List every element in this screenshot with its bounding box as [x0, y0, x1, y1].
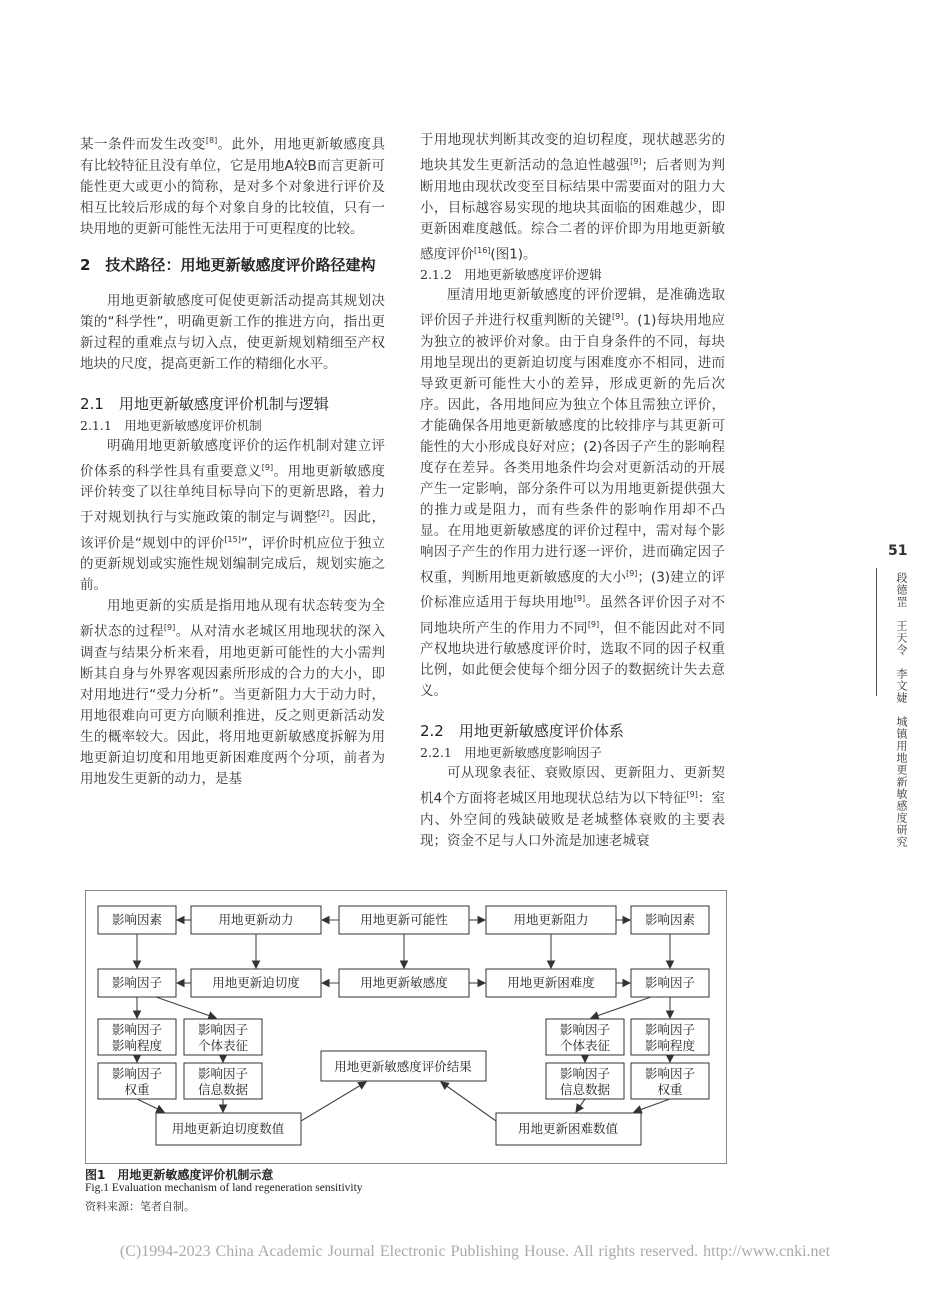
svg-text:个体表征: 个体表征 — [559, 1038, 611, 1053]
svg-text:影响因子: 影响因子 — [197, 1022, 249, 1037]
label-drive: 用地更新动力 — [218, 912, 294, 927]
svg-text:影响因子: 影响因子 — [644, 1066, 696, 1081]
section-heading-2-2: 2.2 用地更新敏感度评价体系 — [420, 722, 624, 740]
label-factor-right: 影响因素 — [644, 912, 696, 927]
svg-text:影响程度: 影响程度 — [111, 1038, 163, 1053]
section-heading-2-1-1: 2.1.1 用地更新敏感度评价机制 — [80, 417, 262, 433]
label-factor-item-left: 影响因子 — [111, 975, 163, 990]
flow-diagram — [86, 891, 726, 1163]
paragraph: 厘清用地更新敏感度的评价逻辑，是准确选取评价因子并进行权重判断的关键[9]。(1)每块用地应为独立的被评价对象。由于自身条件的不同，每块用地呈现出的更新迫切度与困难度亦不相同，进而导致更新可能性大小的差异，形成更新的先后次序。因此，各用地间应为独立个体且需独立评价，才能确保各用地更新敏感度的比较排序与其更新可能性的大小形成良好对应；(2)各因子产生的影响程度存在差异。各类用地条件均会对更新活动的开展产生一定影响，部分条件可以为用地更新提供强大的推力或是阻力，而有些条件的影响作用却不凸显。在用地更新敏感度的评价过程中，需对每个影响因子产生的作用力进行逐一评价，进而确定因子权重，判断用地更新敏感度的大小[9]；(3)建立的评价标准应适用于每块用地[9]。虽然各评价因子对不同地块所产生的作用力不同[9]，但不能因此对不同产权地块进行敏感度评价时，选取不同的因子权重比例，如此便会使每个细分因子的数据统计失去意义。 — [420, 287, 726, 699]
paragraph: 可从现象表征、衰败原因、更新阻力、更新契机4个方面将老城区用地现状总结为以下特征[9]：室内、外空间的残缺破败是老城整体衰败的主要表现；资金不足与人口外流是加速老城衰 — [420, 765, 726, 849]
svg-text:影响因子: 影响因子 — [111, 1022, 163, 1037]
section-heading-2: 2 技术路径：用地更新敏感度评价路径建构 — [80, 255, 376, 274]
paragraph: 某一条件而发生改变[8]。此外，用地更新敏感度具有比较特征且没有单位，它是用地A较B而言更新可能性更大或更小的简称，是对多个对象进行评价及相互比较后形成的每个对象自身的比较值，只有一块用地的更新可能性无法用于可更程度的比较。 — [80, 136, 386, 237]
label-resistance: 用地更新阻力 — [513, 912, 589, 927]
svg-text:影响因子: 影响因子 — [644, 1022, 696, 1037]
svg-text:权重: 权重 — [657, 1082, 683, 1097]
label-urgency-value: 用地更新迫切度数值 — [171, 1121, 285, 1136]
label-sensitivity: 用地更新敏感度 — [360, 975, 448, 990]
label-possibility: 用地更新可能性 — [360, 912, 448, 927]
copyright-footer: (C)1994-2023 China Academic Journal Electronic Publishing House. All rights reserved. http://www.cnki.net — [119, 1243, 831, 1260]
page-number: 51 — [888, 543, 908, 559]
section-heading-2-2-1: 2.2.1 用地更新敏感度影响因子 — [420, 745, 602, 760]
label-factor-left: 影响因素 — [111, 912, 163, 927]
label-difficulty: 用地更新困难度 — [507, 975, 595, 990]
svg-text:影响因子: 影响因子 — [559, 1022, 611, 1037]
paragraph: 用地更新的实质是指用地从现有状态转变为全新状态的过程[9]。从对清水老城区用地现状的深入调查与结果分析来看，用地更新可能性的大小需判断其自身与外界客观因素所形成的合力的大小，即对用地进行“受力分析”。当更新阻力大于动力时，用地很难向可更方向顺利推进，反之则更新活动发生的概率较大。因此，将用地更新敏感度拆解为用地更新迫切度和用地更新困难度两个分项，前者为用地发生更新的动力，是基 — [80, 598, 386, 787]
figure-source: 资料来源：笔者自制。 — [85, 1200, 195, 1213]
margin-divider — [876, 568, 877, 696]
svg-text:信息数据: 信息数据 — [559, 1082, 611, 1097]
label-urgency: 用地更新迫切度 — [212, 975, 300, 990]
figure-1 — [85, 890, 727, 1164]
label-factor-item-right: 影响因子 — [644, 975, 696, 990]
svg-text:权重: 权重 — [124, 1082, 150, 1097]
svg-text:影响因子: 影响因子 — [111, 1066, 163, 1081]
figure-caption-en: Fig.1 Evaluation mechanism of land regeneration sensitivity — [85, 1182, 363, 1194]
svg-text:影响程度: 影响程度 — [644, 1038, 696, 1053]
paragraph: 明确用地更新敏感度评价的运作机制对建立评价体系的科学性具有重要意义[9]。用地更新敏感度评价转变了以往单纯目标导向下的更新思路，着力于对规划执行与实施政策的制定与调整[2]。因此，该评价是“规划中的评价[15]”，评价时机应位于独立的更新规划或实施性规划编制完成后，规划实施之前。 — [80, 437, 386, 593]
svg-text:信息数据: 信息数据 — [197, 1082, 249, 1097]
paragraph: 用地更新敏感度可促使更新活动提高其规划决策的“科学性”，明确更新工作的推进方向，指出更新过程的重难点与切入点，使更新规划精细至产权地块的尺度，提高更新工作的精细化水平。 — [80, 292, 385, 372]
label-difficulty-value: 用地更新困难数值 — [517, 1121, 619, 1136]
section-heading-2-1: 2.1 用地更新敏感度评价机制与逻辑 — [80, 394, 329, 413]
left-column — [80, 130, 385, 790]
paragraph: 于用地现状判断其改变的迫切程度，现状越恶劣的地块其发生更新活动的急迫性越强[9]；后者则为判断用地由现状改变至目标结果中需要面对的阻力大小，目标越容易实现的地块其面临的困难越少，即更新困难度越低。综合二者的评价即为用地更新敏感度评价[16](图1)。 — [420, 132, 726, 262]
svg-text:个体表征: 个体表征 — [197, 1038, 249, 1053]
label-result: 用地更新敏感度评价结果 — [334, 1059, 472, 1074]
svg-text:影响因子: 影响因子 — [559, 1066, 611, 1081]
right-column — [420, 130, 725, 852]
section-heading-2-1-2: 2.1.2 用地更新敏感度评价逻辑 — [420, 267, 602, 282]
figure-caption-cn: 图1 用地更新敏感度评价机制示意 — [85, 1168, 274, 1182]
running-header: 段德罡 王天令 李文婕 城镇用地更新敏感度研究 — [895, 572, 908, 848]
svg-text:影响因子: 影响因子 — [197, 1066, 249, 1081]
